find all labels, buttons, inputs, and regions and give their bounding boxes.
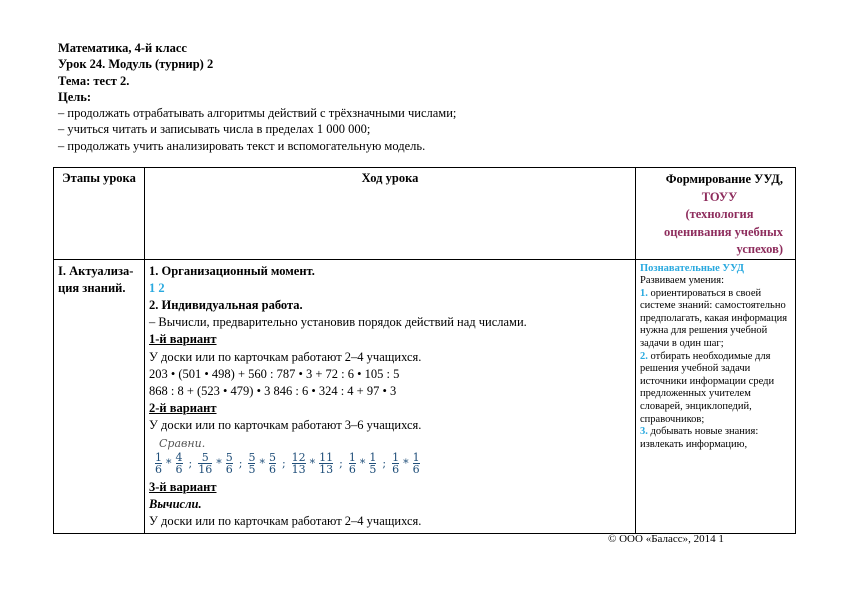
col-header-uud [636,168,796,260]
goal-item: – продолжать отрабатывать алгоритмы действий с трёхзначными числами; [58,106,457,121]
stage-name: I. Актуализа-ция знаний. [58,263,134,295]
fraction: 5 6 [268,451,276,477]
fraction: 1 5 [369,451,377,477]
compare-placeholder: * [309,456,316,470]
fraction-comparisons [149,449,631,479]
col-header-lesson: Ход урока [145,168,636,260]
fraction-pair [292,452,334,475]
variant-title: 3-й вариант [149,479,217,494]
goal-label: Цель: [58,89,92,104]
fraction-pair [155,452,183,475]
fraction: 1 6 [155,451,162,477]
uud-cell [636,259,796,534]
uud-item: 1. ориентироваться в своей системе знаний: самостоятельно предполагать, какая информация нужна для решения учебной задачи в один шаг; [640,287,788,350]
touu-sub: успехов) [736,242,783,256]
variant-text: У доски или по карточкам работают 2–4 учащихся. [149,349,422,364]
fraction: 11 13 [319,451,334,477]
fraction: 1 6 [412,451,420,477]
fraction-pair [248,452,276,475]
separator: ; [238,456,243,470]
table-header-row [54,168,796,260]
lesson-line: Урок 24. Модуль (турнир) 2 [58,57,214,72]
goal-item: – учиться читать и записывать числа в пределах 1 000 000; [58,122,371,137]
variant-text: У доски или по карточкам работают 2–4 учащихся. [149,513,422,528]
compare-placeholder: * [166,456,172,470]
touu-sub: оценивания учебных [663,224,783,239]
touu-sub: (технология [685,207,754,221]
touu-label: ТОУУ [701,189,738,204]
fraction: 5 6 [225,451,233,477]
fraction: 12 13 [291,451,306,477]
separator: ; [281,456,286,470]
expression: 868 : 8 + (523 • 479) • 3 846 : 6 • 324 : 4 + 97 • 3 [149,383,397,398]
fraction-pair [392,452,420,475]
lesson-cell [145,259,636,534]
goal-item: – продолжать учить анализировать текст и вспомогательную модель. [58,138,426,153]
topic-line: Тема: тест 2. [58,73,130,88]
uud-title: Познавательные УУД [640,262,744,274]
fraction: 1 6 [348,451,356,477]
compare-placeholder: * [216,456,222,470]
variant-text: У доски или по карточкам работают 3–6 учащихся. [149,418,422,433]
separator: ; [188,456,193,470]
expression: 203 • (501 • 498) + 560 : 787 • 3 + 72 : 6 • 105 : 5 [149,366,400,381]
compare-placeholder: * [359,456,366,470]
table-row [54,259,796,534]
fraction-pair [198,452,233,475]
step-title: 2. Индивидуальная работа. [149,297,303,312]
uud-item: 2. отбирать необходимые для решения учебной задачи источники информации среди предложенных учителем словарей, энциклопедий, справочников; [640,350,775,425]
col-header-stages: Этапы урока [54,168,145,260]
task-text: Вычисли. [149,496,202,511]
variant-title: 2-й вариант [149,401,217,416]
fraction: 1 6 [392,451,400,477]
compare-label: Сравни. [159,436,206,450]
fraction: 4 6 [175,451,183,477]
separator: ; [339,456,343,470]
variant-title: 1-й вариант [149,332,217,347]
uud-intro: Развиваем умения: [640,275,725,287]
fraction-pair [349,452,377,475]
uud-item: 3. добывать новые знания: извлекать информацию, [640,426,759,450]
step-title: 1. Организационный момент. [149,263,315,278]
lesson-table [53,167,796,534]
fraction: 5 16 [198,451,213,477]
uud-header-line: Формирование УУД, [665,172,783,186]
slide-numbers[interactable]: 1 2 [149,280,165,295]
copyright-footer: © ООО «Баласс», 2014 1 [608,533,724,545]
subject-line: Математика, 4-й класс [58,41,187,55]
document-header [58,40,758,154]
stage-cell [54,259,145,534]
compare-placeholder: * [403,456,409,470]
separator: ; [382,456,387,470]
task-text: – Вычисли, предварительно установив порядок действий над числами. [149,315,527,330]
compare-placeholder: * [259,456,265,470]
fraction: 5 5 [248,451,256,477]
